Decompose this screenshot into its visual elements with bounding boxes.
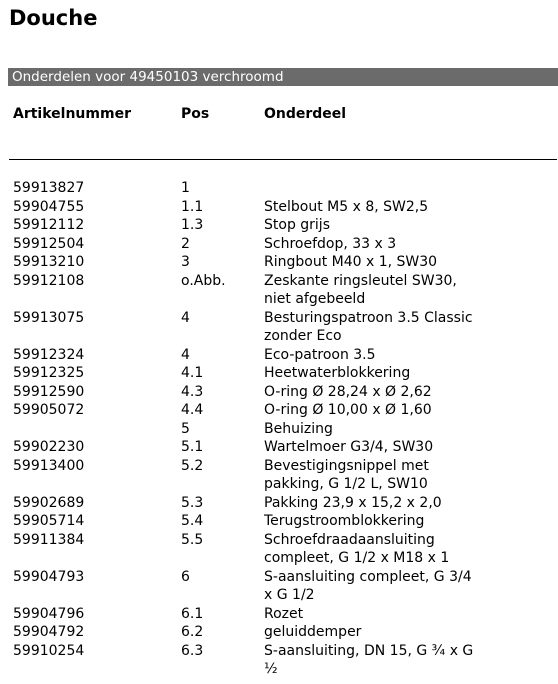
- article-number: 59913827: [13, 180, 85, 196]
- position: 5.2: [181, 457, 204, 474]
- part-description: geluiddemper: [264, 624, 362, 640]
- table-row: [0, 623, 558, 642]
- article-number: 59912504: [13, 235, 85, 252]
- column-header-pos: Pos: [181, 106, 210, 122]
- position: 4: [181, 346, 190, 363]
- table-row: [0, 346, 558, 365]
- position: 4.4: [181, 402, 204, 418]
- article-number: 59911384: [13, 531, 85, 548]
- position: 3: [181, 254, 190, 270]
- part-description: Stop grijs: [264, 217, 330, 233]
- article-number: 59902230: [13, 439, 85, 455]
- part-description: [264, 179, 474, 198]
- article-number: 59912325: [13, 365, 85, 381]
- position: 4.3: [181, 383, 204, 400]
- article-number: 59904792: [13, 624, 85, 640]
- part-description: Besturingspatroon 3.5 Classic zonder Eco: [264, 309, 473, 344]
- article-number: 59904755: [13, 198, 85, 215]
- position: 5.1: [181, 439, 204, 455]
- article-number: 59902689: [13, 494, 85, 511]
- position: 6: [181, 568, 190, 585]
- part-description: Zeskante ringsleutel SW30, niet afgebeeld: [264, 272, 457, 307]
- table-row: [0, 438, 558, 457]
- position: 5.5: [181, 531, 204, 548]
- position: 4.1: [181, 365, 204, 381]
- article-number: 59905072: [13, 402, 85, 418]
- table-row: [0, 309, 558, 346]
- position: 5: [181, 420, 190, 437]
- column-header-article: Artikelnummer: [13, 106, 131, 122]
- parts-table: [0, 179, 558, 679]
- part-description: Pakking 23,9 x 15,2 x 2,0: [264, 494, 442, 511]
- article-number: 59904796: [13, 605, 85, 622]
- article-number: 59912108: [13, 272, 85, 289]
- part-description: Wartelmoer G3/4, SW30: [264, 439, 434, 455]
- table-row: [0, 198, 558, 217]
- article-number: 59912112: [13, 217, 85, 233]
- part-description: S-aansluiting compleet, G 3/4 x G 1/2: [264, 568, 472, 603]
- header-divider: [9, 159, 557, 160]
- part-description: Eco-patroon 3.5: [264, 346, 376, 363]
- table-row: [0, 457, 558, 494]
- article-number: 59910254: [13, 642, 85, 659]
- position: o.Abb.: [181, 272, 226, 289]
- position: 6.2: [181, 624, 204, 640]
- position: 6.1: [181, 605, 204, 622]
- table-row: [0, 401, 558, 420]
- part-description: Behuizing: [264, 420, 333, 437]
- article-number: 59913400: [13, 457, 85, 474]
- table-row: [0, 253, 558, 272]
- table-row: [0, 568, 558, 605]
- part-description: Schroefdraadaansluiting compleet, G 1/2 x M18 x 1: [264, 531, 450, 566]
- position: 6.3: [181, 642, 204, 659]
- position: 2: [181, 235, 190, 252]
- part-description: O-ring Ø 10,00 x Ø 1,60: [264, 402, 432, 418]
- position: 5.3: [181, 494, 204, 511]
- part-description: Schroefdop, 33 x 3: [264, 235, 397, 252]
- table-header: [0, 104, 558, 124]
- table-row: [0, 272, 558, 309]
- part-description: Terugstroomblokkering: [264, 513, 425, 529]
- position: 1.3: [181, 217, 204, 233]
- table-row: [0, 605, 558, 624]
- article-number: 59913210: [13, 254, 85, 270]
- table-row: [0, 531, 558, 568]
- position: 1.1: [181, 198, 204, 215]
- part-description: S-aansluiting, DN 15, G ¾ x G ½: [264, 642, 474, 677]
- article-number: 59912590: [13, 383, 85, 400]
- table-row: [0, 512, 558, 531]
- table-row: [0, 642, 558, 679]
- part-description: Rozet: [264, 605, 304, 622]
- article-number: 59913075: [13, 309, 85, 326]
- part-description: Stelbout M5 x 8, SW2,5: [264, 198, 429, 215]
- part-description: Ringbout M40 x 1, SW30: [264, 254, 438, 270]
- article-number: 59905714: [13, 513, 85, 529]
- table-row: [0, 216, 558, 235]
- table-row: [0, 383, 558, 402]
- table-row: [0, 420, 558, 439]
- table-row: [0, 494, 558, 513]
- part-description: Heetwaterblokkering: [264, 365, 411, 381]
- position: 4: [181, 309, 190, 326]
- section-title-bar: Onderdelen voor 49450103 verchroomd: [8, 68, 558, 86]
- part-description: Bevestigingsnippel met pakking, G 1/2 L, SW10: [264, 457, 429, 492]
- table-row: [0, 179, 558, 198]
- position: 1: [181, 180, 190, 196]
- part-description: O-ring Ø 28,24 x Ø 2,62: [264, 383, 432, 400]
- table-row: [0, 235, 558, 254]
- article-number: 59904793: [13, 568, 85, 585]
- table-row: [0, 364, 558, 383]
- page-title: Douche: [9, 6, 98, 30]
- position: 5.4: [181, 513, 204, 529]
- column-header-part: Onderdeel: [264, 106, 347, 122]
- article-number: 59912324: [13, 346, 85, 363]
